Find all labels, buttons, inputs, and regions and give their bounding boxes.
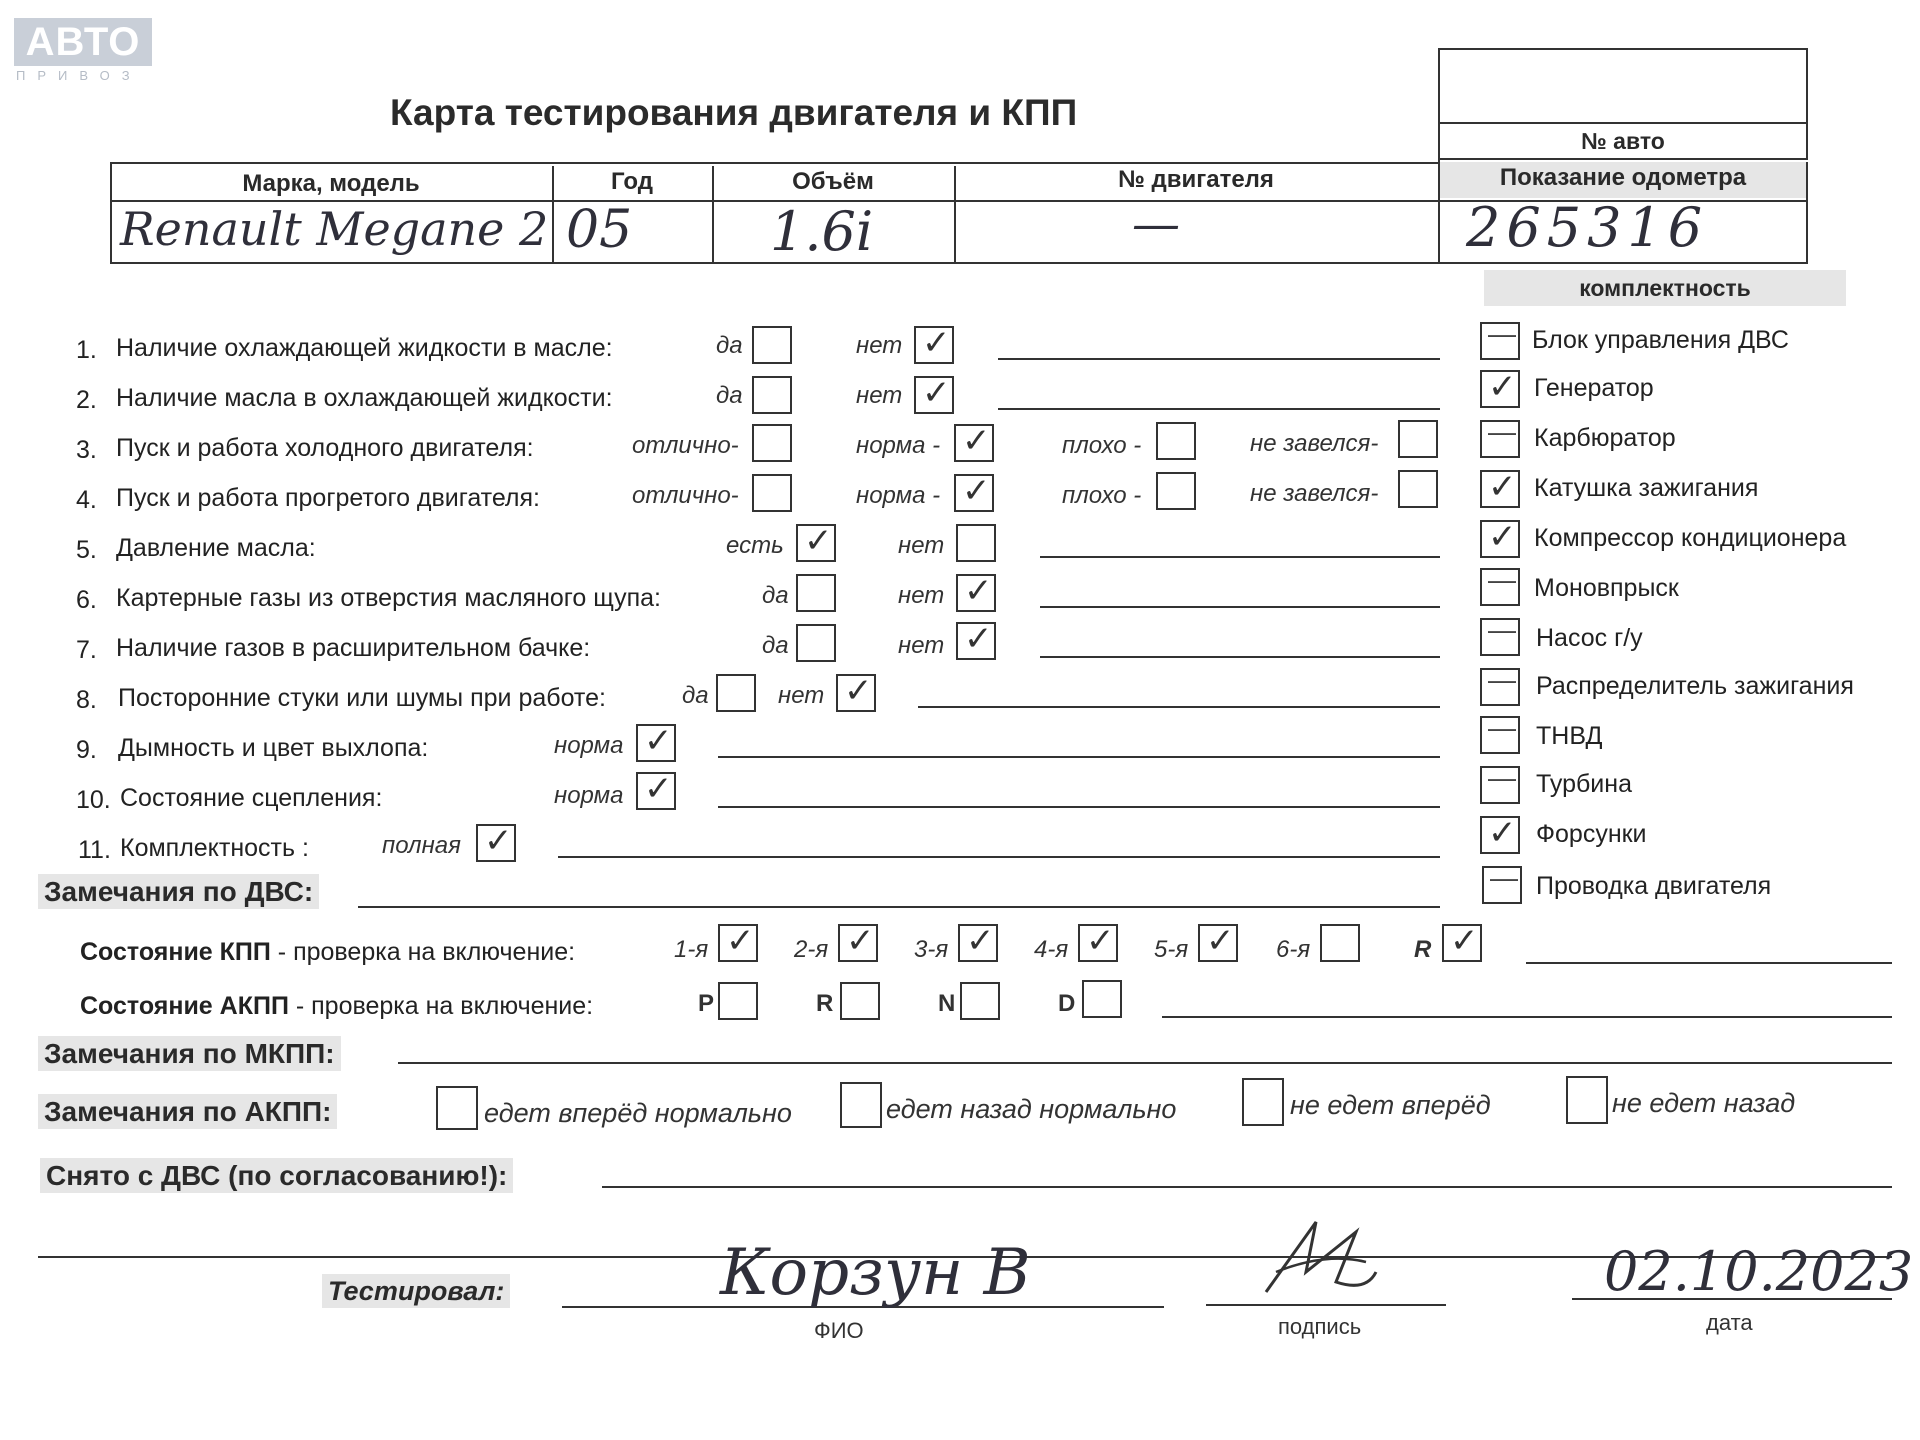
notes-line	[558, 856, 1440, 858]
opt-excellent: отлично-	[632, 482, 739, 509]
dash-mark: —	[1488, 614, 1516, 645]
gear-checkbox[interactable]	[1078, 921, 1118, 962]
check-mark: ✓	[964, 571, 993, 611]
notes-line	[718, 806, 1440, 808]
check-mark: ✓	[1450, 921, 1479, 961]
checkbox-present[interactable]	[796, 521, 836, 562]
kit-checkbox[interactable]	[1480, 614, 1520, 656]
at-option-checkbox[interactable]	[1242, 1078, 1284, 1126]
kit-checkbox[interactable]	[1480, 712, 1520, 754]
gear-label: 2-я	[794, 936, 829, 963]
notes-line	[998, 358, 1440, 360]
remarks-mt-text: Замечания по МКПП:	[38, 1036, 341, 1071]
mode-label: P	[698, 990, 715, 1017]
gear-label: R	[1414, 936, 1432, 963]
item-number: 8.	[76, 686, 97, 714]
opt-yes: да	[716, 382, 743, 409]
auto-gearbox-label	[80, 992, 593, 1021]
auto-gearbox-label-rest: - проверка на включение:	[288, 992, 594, 1020]
item-number: 9.	[76, 736, 97, 764]
item-number: 6.	[76, 586, 97, 614]
sign-line	[1206, 1304, 1446, 1306]
notes-line	[718, 756, 1440, 758]
opt-no: нет	[856, 332, 903, 359]
gear-label: 6-я	[1276, 936, 1311, 963]
date-caption: дата	[1706, 1310, 1753, 1335]
kit-checkbox[interactable]	[1482, 862, 1522, 904]
at-option-label: не едет вперёд	[1290, 1090, 1491, 1120]
opt-yes: да	[716, 332, 743, 359]
opt-norm: норма	[554, 732, 624, 759]
value-year: 05	[566, 200, 633, 260]
mode-checkbox[interactable]	[1082, 980, 1122, 1018]
tested-label	[322, 1276, 510, 1307]
auto-number-box	[1438, 48, 1808, 124]
checkbox-no[interactable]	[914, 373, 954, 414]
tested-text: Тестировал:	[322, 1274, 510, 1308]
auto-gearbox-notes-line	[1162, 1016, 1892, 1018]
kit-item-label: Насос г/у	[1536, 624, 1643, 652]
gearbox-label	[80, 938, 575, 967]
item-number: 3.	[76, 436, 97, 464]
check-mark: ✓	[484, 821, 513, 861]
item-number: 11.	[78, 836, 111, 864]
col-year: Год	[611, 168, 653, 195]
notes-line	[1040, 656, 1440, 658]
check-mark: ✓	[1086, 921, 1115, 961]
value-volume: 1.6i	[770, 200, 874, 263]
kit-item-label: Генератор	[1534, 374, 1654, 402]
opt-norm: норма	[554, 782, 624, 809]
opt-no: нет	[898, 632, 945, 659]
checkbox-no-start[interactable]	[1398, 420, 1438, 458]
item-number: 10.	[76, 786, 111, 814]
at-option-label: не едет назад	[1612, 1088, 1796, 1118]
item-label: Наличие охлаждающей жидкости в масле:	[116, 334, 613, 362]
gear-checkbox[interactable]	[838, 921, 878, 962]
kit-item-label: Компрессор кондиционера	[1534, 524, 1847, 552]
check-mark: ✓	[726, 921, 755, 961]
checkbox-yes[interactable]	[752, 326, 792, 364]
col-engine-no: № двигателя	[1118, 166, 1274, 193]
item-number: 2.	[76, 386, 97, 414]
check-mark: ✓	[964, 619, 993, 659]
remarks-at-label	[38, 1096, 337, 1128]
sign-caption: подпись	[1278, 1314, 1362, 1339]
brand-logo: АВТО	[14, 18, 152, 66]
checkbox-no[interactable]	[956, 571, 996, 612]
col-odometer: Показание одометра	[1499, 164, 1747, 191]
opt-normal: норма -	[856, 432, 941, 459]
remarks-ice-text: Замечания по ДВС:	[38, 874, 319, 909]
checkbox-yes[interactable]	[752, 376, 792, 414]
check-mark: ✓	[1488, 813, 1517, 853]
check-mark: ✓	[1488, 467, 1517, 507]
kit-checkbox[interactable]	[1480, 467, 1520, 508]
signature-mark	[1256, 1212, 1386, 1304]
checkbox-full[interactable]	[476, 821, 516, 862]
opt-yes: да	[762, 632, 789, 659]
kit-checkbox[interactable]	[1480, 367, 1520, 408]
col-make-model: Марка, модель	[242, 170, 420, 197]
kit-item-label: Блок управления ДВС	[1532, 326, 1789, 354]
kit-item-label: Проводка двигателя	[1536, 872, 1772, 900]
kit-checkbox[interactable]	[1480, 517, 1520, 558]
kit-checkbox[interactable]	[1480, 813, 1520, 854]
name-caption: ФИО	[814, 1318, 864, 1343]
checkbox-no[interactable]	[956, 524, 996, 562]
mode-label: R	[816, 990, 834, 1017]
item-label: Пуск и работа холодного двигателя:	[116, 434, 534, 462]
item-label: Состояние сцепления:	[120, 784, 383, 812]
check-mark: ✓	[1488, 517, 1517, 557]
item-number: 1.	[76, 336, 97, 364]
checkbox-no[interactable]	[956, 619, 996, 660]
kit-item-label: Моновпрыск	[1534, 574, 1679, 602]
gear-checkbox[interactable]	[1320, 924, 1360, 962]
at-option-checkbox[interactable]	[840, 1082, 882, 1128]
mode-label: N	[938, 990, 956, 1017]
check-mark: ✓	[962, 471, 991, 511]
dash-mark: —	[1488, 664, 1516, 695]
mode-checkbox[interactable]	[718, 982, 758, 1020]
check-mark: ✓	[922, 373, 951, 413]
opt-no: нет	[898, 532, 945, 559]
at-option-checkbox[interactable]	[1566, 1076, 1608, 1124]
gear-checkbox[interactable]	[1442, 921, 1482, 962]
kit-item-label: Распределитель зажигания	[1536, 672, 1854, 700]
value-make-model: Renault Megane 2	[120, 202, 549, 256]
opt-no: нет	[778, 682, 825, 709]
opt-no-start: не завелся-	[1250, 430, 1379, 457]
gearbox-notes-line	[1526, 962, 1892, 964]
auto-gearbox-label-bold: Состояние АКПП	[80, 992, 289, 1020]
check-mark: ✓	[1206, 921, 1235, 961]
item-label: Наличие масла в охлаждающей жидкости:	[116, 384, 613, 412]
dash-mark: —	[1488, 564, 1516, 595]
at-option-label: едет вперёд нормально	[484, 1098, 792, 1128]
checkbox-no-start[interactable]	[1398, 470, 1438, 508]
remarks-at-text: Замечания по АКПП:	[38, 1094, 337, 1129]
opt-no: нет	[898, 582, 945, 609]
removed-label	[40, 1160, 513, 1192]
item-label: Посторонние стуки или шумы при работе:	[118, 684, 606, 712]
kit-checkbox[interactable]	[1480, 318, 1520, 360]
removed-text: Снято с ДВС (по согласованию!):	[40, 1158, 513, 1193]
opt-normal: норма -	[856, 482, 941, 509]
kit-checkbox[interactable]	[1480, 564, 1520, 606]
item-number: 5.	[76, 536, 97, 564]
check-mark: ✓	[922, 323, 951, 363]
checkbox-bad[interactable]	[1156, 472, 1196, 510]
checkbox-no[interactable]	[836, 671, 876, 712]
checkbox-yes[interactable]	[716, 674, 756, 712]
item-label: Пуск и работа прогретого двигателя:	[116, 484, 540, 512]
gearbox-label-rest: - проверка на включение:	[270, 938, 576, 966]
checkbox-yes[interactable]	[796, 574, 836, 612]
dash-mark: —	[1488, 712, 1516, 743]
dash-mark: —	[1490, 862, 1518, 893]
gearbox-label-bold: Состояние КПП	[80, 938, 271, 966]
checkbox-yes[interactable]	[796, 624, 836, 662]
kit-item-label: Форсунки	[1536, 820, 1647, 848]
checkbox-no[interactable]	[914, 323, 954, 364]
mode-checkbox[interactable]	[960, 982, 1000, 1020]
opt-no: нет	[856, 382, 903, 409]
remarks-mt-line	[398, 1062, 1892, 1064]
gear-label: 3-я	[914, 936, 949, 963]
opt-bad: плохо -	[1062, 482, 1142, 509]
opt-present: есть	[726, 532, 784, 559]
opt-bad: плохо -	[1062, 432, 1142, 459]
dash-mark: —	[1488, 318, 1516, 349]
dash-mark: —	[1488, 416, 1516, 447]
kit-item-label: Катушка зажигания	[1534, 474, 1759, 502]
item-number: 4.	[76, 486, 97, 514]
gear-label: 5-я	[1154, 936, 1189, 963]
remarks-mt-label	[38, 1038, 341, 1070]
gear-checkbox[interactable]	[718, 921, 758, 962]
item-label: Картерные газы из отверстия масляного щупа:	[116, 584, 661, 612]
item-label: Давление масла:	[116, 534, 316, 562]
tester-name: Корзун В	[720, 1236, 1031, 1310]
test-date: 02.10.2023	[1604, 1240, 1914, 1303]
remarks-ice-label	[38, 876, 319, 908]
auto-number-label: № авто	[1581, 128, 1665, 154]
check-mark: ✓	[804, 521, 833, 561]
item-number: 7.	[76, 636, 97, 664]
checkbox-normal[interactable]	[954, 471, 994, 512]
value-engine-no: —	[1132, 196, 1180, 252]
opt-full: полная	[382, 832, 461, 859]
checkbox-norm[interactable]	[636, 721, 676, 762]
gear-checkbox[interactable]	[1198, 921, 1238, 962]
notes-line	[998, 408, 1440, 410]
opt-yes: да	[682, 682, 709, 709]
check-mark: ✓	[644, 721, 673, 761]
opt-excellent: отлично-	[632, 432, 739, 459]
at-option-label: едет назад нормально	[886, 1094, 1177, 1124]
checkbox-normal[interactable]	[954, 421, 994, 462]
item-label: Наличие газов в расширительном бачке:	[116, 634, 591, 662]
gear-checkbox[interactable]	[958, 921, 998, 962]
kit-checkbox[interactable]	[1480, 416, 1520, 458]
kit-item-label: Турбина	[1536, 770, 1632, 798]
checkbox-excellent[interactable]	[752, 474, 792, 512]
check-mark: ✓	[1488, 367, 1517, 407]
value-odometer: 265316	[1466, 196, 1709, 259]
notes-line	[1040, 606, 1440, 608]
page-title: Карта тестирования двигателя и КПП	[390, 92, 1078, 133]
col-volume: Объём	[792, 168, 874, 195]
notes-line	[918, 706, 1440, 708]
kit-checkbox[interactable]	[1480, 762, 1520, 804]
at-option-checkbox[interactable]	[436, 1086, 478, 1130]
checkbox-norm[interactable]	[636, 769, 676, 810]
remarks-ice-line	[358, 906, 1440, 908]
opt-no-start: не завелся-	[1250, 480, 1379, 507]
gear-label: 4-я	[1034, 936, 1069, 963]
item-label: Дымность и цвет выхлопа:	[118, 734, 429, 762]
check-mark: ✓	[644, 769, 673, 809]
kit-title: комплектность	[1484, 270, 1846, 306]
dash-mark: —	[1488, 762, 1516, 793]
mode-label: D	[1058, 990, 1076, 1017]
notes-line	[1040, 556, 1440, 558]
item-label: Комплектность :	[120, 834, 309, 862]
kit-checkbox[interactable]	[1480, 664, 1520, 706]
checkbox-excellent[interactable]	[752, 424, 792, 462]
check-mark: ✓	[844, 671, 873, 711]
check-mark: ✓	[966, 921, 995, 961]
check-mark: ✓	[846, 921, 875, 961]
gear-label: 1-я	[674, 936, 709, 963]
brand-logo-sub: ПРИВОЗ	[16, 68, 142, 83]
opt-yes: да	[762, 582, 789, 609]
mode-checkbox[interactable]	[840, 982, 880, 1020]
removed-line	[602, 1186, 1892, 1188]
kit-item-label: ТНВД	[1536, 722, 1603, 750]
kit-item-label: Карбюратор	[1534, 424, 1676, 452]
check-mark: ✓	[962, 421, 991, 461]
checkbox-bad[interactable]	[1156, 422, 1196, 460]
